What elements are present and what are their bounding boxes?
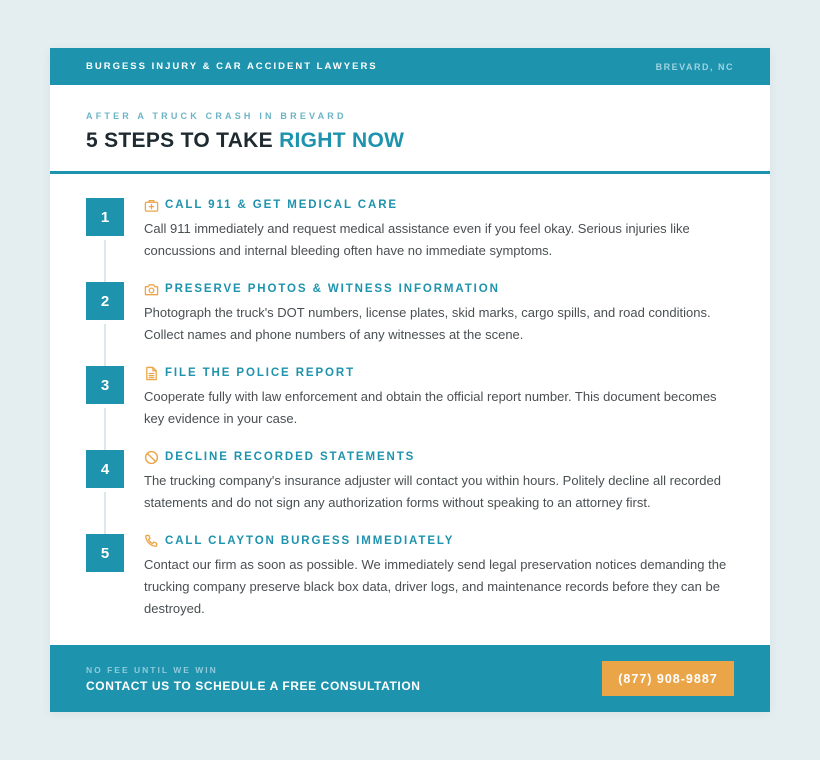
- hero-section: [50, 85, 770, 174]
- top-bar: [50, 48, 770, 85]
- step-title: DECLINE RECORDED STATEMENTS: [165, 451, 416, 463]
- location-label: BREVARD, NC: [655, 61, 734, 72]
- footer-cta-text: CONTACT US TO SCHEDULE A FREE CONSULTATION: [86, 678, 421, 693]
- step-title: FILE THE POLICE REPORT: [165, 367, 356, 379]
- title-main: 5 STEPS TO TAKE: [86, 129, 280, 152]
- step-description: Call 911 immediately and request medical assistance even if you feel okay. Serious injuries like concussions and internal bleeding often have no immediate symptoms.: [144, 221, 690, 258]
- step-connector: [104, 408, 106, 450]
- camera-icon: [144, 282, 159, 297]
- step-number: 2: [86, 282, 124, 320]
- step-description: Photograph the truck's DOT numbers, license plates, skid marks, cargo spills, and road conditions. Collect names and phone numbers of any witnesses at the scene.: [144, 305, 711, 342]
- step-description: Contact our firm as soon as possible. We immediately send legal preservation notices demanding the trucking company preserve black box data, driver logs, and maintenance records before they can be destroyed.: [144, 557, 727, 616]
- page-title: [86, 129, 734, 153]
- step-connector: [104, 492, 106, 534]
- step-title: PRESERVE PHOTOS & WITNESS INFORMATION: [165, 283, 500, 295]
- medical-kit-icon: [144, 198, 159, 213]
- step-item: [86, 534, 734, 640]
- step-item: [86, 450, 734, 534]
- step-item: [86, 198, 734, 282]
- title-accent: RIGHT NOW: [279, 129, 405, 152]
- footer-kicker: NO FEE UNTIL WE WIN: [86, 664, 218, 675]
- firm-name: BURGESS INJURY & CAR ACCIDENT LAWYERS: [86, 61, 378, 72]
- step-description: Cooperate fully with law enforcement and obtain the official report number. This document becomes key evidence in your case.: [144, 389, 717, 426]
- footer-cta-bar: [50, 645, 770, 712]
- phone-icon: [144, 534, 159, 549]
- guide-card: [50, 48, 770, 712]
- step-connector: [104, 240, 106, 282]
- step-item: [86, 282, 734, 366]
- document-icon: [144, 366, 159, 381]
- step-connector: [104, 324, 106, 366]
- step-number: 5: [86, 534, 124, 572]
- step-number: 1: [86, 198, 124, 236]
- step-number: 4: [86, 450, 124, 488]
- prohibited-icon: [144, 450, 159, 465]
- step-item: [86, 366, 734, 450]
- step-number: 3: [86, 366, 124, 404]
- step-title: CALL 911 & GET MEDICAL CARE: [165, 199, 398, 211]
- steps-list: [50, 174, 770, 640]
- call-phone-button[interactable]: (877) 908-9887: [602, 661, 734, 696]
- step-description: The trucking company's insurance adjuster will contact you within hours. Politely decline all recorded statements and do not sign any authorization forms without speaking to an attorney first.: [144, 473, 721, 510]
- step-title: CALL CLAYTON BURGESS IMMEDIATELY: [165, 535, 455, 547]
- eyebrow-text: AFTER A TRUCK CRASH IN BREVARD: [86, 111, 347, 121]
